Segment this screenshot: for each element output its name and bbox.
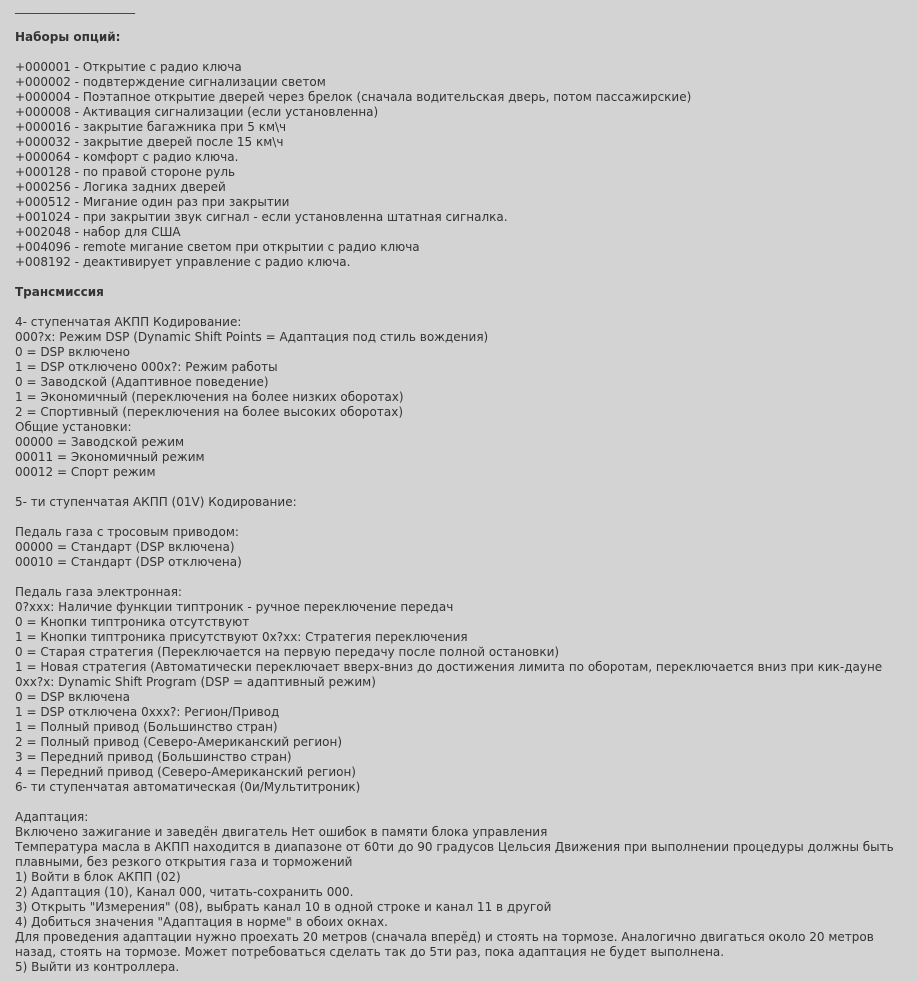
text-line: 0 = DSP включена bbox=[15, 690, 130, 704]
adaptation-title: Адаптация: bbox=[15, 810, 89, 824]
cable-pedal-section bbox=[15, 525, 903, 570]
text-line: Включено зажигание и заведён двигатель Нет ошибок в памяти блока управления bbox=[15, 825, 548, 839]
text-line: 6- ти ступенчатая автоматическая (0и/Мультитроник) bbox=[15, 780, 361, 794]
text-paragraph: Температура масла в АКПП находится в диапазоне от 60ти до 90 градусов Цельсия Движения при выполнении процедуры должны быть плавными, без резкого открытия газа и торможений bbox=[15, 840, 894, 869]
text-line: 4 = Передний привод (Северо-Американский регион) bbox=[15, 765, 356, 779]
text-line: 0 = DSP включено bbox=[15, 345, 130, 359]
option-item: +000064 - комфорт с радио ключа. bbox=[15, 150, 239, 164]
text-line: 1 = Кнопки типтроника присутствуют 0x?xx: Стратегия переключения bbox=[15, 630, 468, 644]
text-line: Педаль газа с тросовым приводом: bbox=[15, 525, 239, 539]
option-item: +000512 - Мигание один раз при закрытии bbox=[15, 195, 290, 209]
separator-rule: ____________________ bbox=[15, 0, 135, 14]
text-line: 3 = Передний привод (Большинство стран) bbox=[15, 750, 292, 764]
text-line: 0 = Кнопки типтроника отсутствуют bbox=[15, 615, 250, 629]
text-line: 00000 = Стандарт (DSP включена) bbox=[15, 540, 235, 554]
text-line: 00011 = Экономичный режим bbox=[15, 450, 205, 464]
option-item: +000016 - закрытие багажника при 5 км\ч bbox=[15, 120, 287, 134]
text-line: 0 = Старая стратегия (Переключается на первую передачу после полной остановки) bbox=[15, 645, 560, 659]
text-line: 00010 = Стандарт (DSP отключена) bbox=[15, 555, 242, 569]
option-item: +000032 - закрытие дверей после 15 км\ч bbox=[15, 135, 284, 149]
text-line: 2) Адаптация (10), Канал 000, читать-сохранить 000. bbox=[15, 885, 354, 899]
text-line: 3) Открыть "Измерения" (08), выбрать канал 10 в одной строке и канал 11 в другой bbox=[15, 900, 552, 914]
text-line: 4- ступенчатая АКПП Кодирование: bbox=[15, 315, 242, 329]
text-line: 2 = Полный привод (Северо-Американский регион) bbox=[15, 735, 342, 749]
text-line: 2 = Спортивный (переключения на более высоких оборотах) bbox=[15, 405, 404, 419]
option-item: +000128 - по правой стороне руль bbox=[15, 165, 236, 179]
text-line: 1 = DSP отключено 000x?: Режим работы bbox=[15, 360, 278, 374]
text-line: 1 = Экономичный (переключения на более низких оборотах) bbox=[15, 390, 404, 404]
text-line: 0 = Заводской (Адаптивное поведение) bbox=[15, 375, 269, 389]
text-line: 0?xxx: Наличие функции типтроник - ручное переключение передач bbox=[15, 600, 454, 614]
text-paragraph: Для проведения адаптации нужно проехать 20 метров (сначала вперёд) и стоять на тормозе. Аналогично двигаться около 20 метров назад, стоять на тормозе. Может потребоваться сделать так до 5ти раз, пока адаптация не будет выполнена. bbox=[15, 930, 874, 959]
text-line: Общие установки: bbox=[15, 420, 132, 434]
option-item: +000001 - Открытие с радио ключа bbox=[15, 60, 242, 74]
text-line: 0xx?x: Dynamic Shift Program (DSP = адаптивный режим) bbox=[15, 675, 376, 689]
option-item: +008192 - деактивирует управление с радио ключа. bbox=[15, 255, 351, 269]
options-heading: Наборы опций: bbox=[15, 30, 121, 44]
adaptation-section bbox=[15, 810, 903, 975]
option-item: +002048 - набор для США bbox=[15, 225, 181, 239]
text-line: 000?x: Режим DSP (Dynamic Shift Points = Адаптация под стиль вождения) bbox=[15, 330, 489, 344]
five-speed-title: 5- ти ступенчатая АКПП (01V) Кодирование: bbox=[15, 495, 297, 509]
electronic-pedal-section bbox=[15, 585, 903, 795]
text-line: 1 = Полный привод (Большинство стран) bbox=[15, 720, 278, 734]
text-line: 1) Войти в блок АКПП (02) bbox=[15, 870, 181, 884]
text-line: Педаль газа электронная: bbox=[15, 585, 182, 599]
text-line: 1 = Новая стратегия (Автоматически переключает вверх-вниз до достижения лимита по оборотам, переключается вниз при кик-дауне bbox=[15, 660, 883, 674]
option-item: +004096 - remote мигание светом при открытии с радио ключа bbox=[15, 240, 420, 254]
four-speed-section bbox=[15, 315, 903, 480]
text-line: 4) Добиться значения "Адаптация в норме" в обоих окнах. bbox=[15, 915, 388, 929]
option-item: +000004 - Поэтапное открытие дверей через брелок (сначала водительская дверь, потом пассажирские) bbox=[15, 90, 692, 104]
option-item: +000256 - Логика задних дверей bbox=[15, 180, 226, 194]
text-line: 00000 = Заводской режим bbox=[15, 435, 185, 449]
option-item: +001024 - при закрытии звук сигнал - если установленна штатная сигналка. bbox=[15, 210, 508, 224]
option-item: +000008 - Активация сигнализации (если установленна) bbox=[15, 105, 379, 119]
text-line: 5) Выйти из контроллера. bbox=[15, 960, 180, 974]
options-list bbox=[15, 60, 903, 270]
option-item: +000002 - подвтерждение сигнализации светом bbox=[15, 75, 326, 89]
text-line: 1 = DSP отключена 0xxx?: Регион/Привод bbox=[15, 705, 280, 719]
text-line: 00012 = Спорт режим bbox=[15, 465, 156, 479]
transmission-heading: Трансмиссия bbox=[15, 285, 104, 299]
